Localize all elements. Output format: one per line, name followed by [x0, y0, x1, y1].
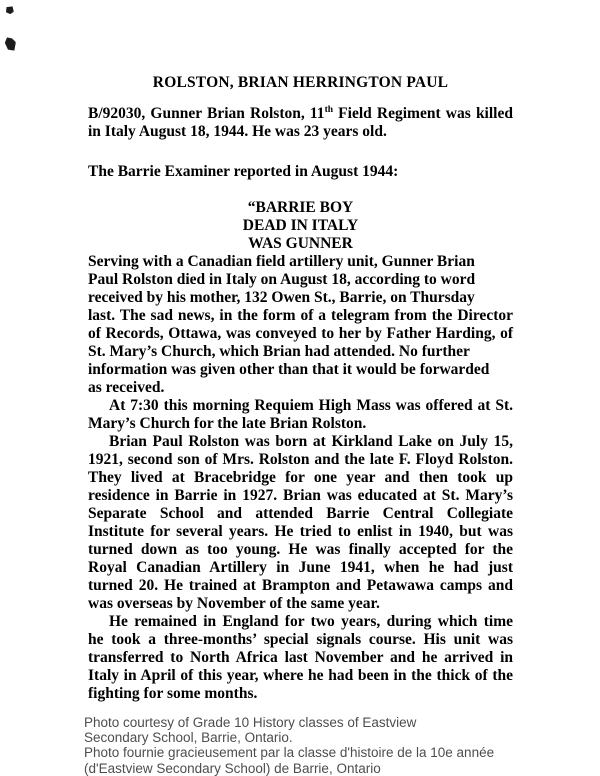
text-line: information was given other than that it would be forwarded	[88, 361, 490, 378]
text-line: Italy in April of this year, where he had been in the thick of the	[88, 667, 513, 684]
text-line: as received.	[88, 379, 165, 396]
text-line: 1921, second son of Mrs. Rolston and the late F. Floyd Rolston.	[88, 451, 513, 468]
text-line	[88, 105, 513, 123]
article-paragraph	[88, 613, 513, 703]
text-line: (d'Eastview Secondary School) de Barrie, Ontario	[84, 760, 381, 776]
text-column	[88, 0, 513, 703]
text-line: Separate School and attended Barrie Central Collegiate	[88, 505, 513, 522]
text-line: Mary’s Church for the late Brian Rolston.	[88, 415, 367, 432]
text-line: DEAD IN ITALY	[242, 217, 359, 234]
text-line: transferred to North Africa last November and he arrived in	[88, 649, 513, 666]
text-line: They lived at Bracebridge for one year and then took up	[88, 469, 513, 486]
scan-artifact-mark	[4, 36, 16, 51]
text-line: received by his mother, 132 Owen St., Barrie, on Thursday	[88, 289, 475, 306]
photo-credit-footer	[84, 715, 564, 776]
text-line: residence in Barrie in 1927. Brian was educated at St. Mary’s	[88, 487, 513, 504]
text-line: of Records, Ottawa, was conveyed to her by Father Harding, of	[88, 325, 513, 342]
text-line: Serving with a Canadian field artillery unit, Gunner Brian	[88, 253, 475, 270]
text-line: Brian Paul Rolston was born at Kirkland Lake on July 15,	[109, 433, 513, 450]
scan-artifact-mark	[5, 5, 14, 14]
text-line: The Barrie Examiner reported in August 1944:	[88, 163, 399, 180]
article-body	[88, 253, 513, 703]
ordinal-superscript: th	[324, 104, 334, 115]
article-paragraph	[88, 253, 513, 397]
text-line: fighting for some months.	[88, 685, 258, 702]
text-line: in Italy August 18, 1944. He was 23 years old.	[88, 123, 387, 140]
text-line: was overseas by November of the same year.	[88, 595, 380, 612]
text-line: St. Mary’s Church, which Brian had attended. No further	[88, 343, 470, 360]
article-paragraph	[88, 433, 513, 613]
text-line: Photo courtesy of Grade 10 History classes of Eastview	[84, 715, 417, 730]
intro-text: B/92030, Gunner Brian Rolston, 11	[88, 105, 325, 122]
text-line: Royal Canadian Artillery in June 1941, when he had just	[88, 559, 513, 576]
text-line: Secondary School, Barrie, Ontario.	[84, 730, 293, 746]
text-line: Photo fournie gracieusement par la classe d'histoire de la 10e année	[84, 745, 495, 761]
text-line: He remained in England for two years, during which time	[109, 613, 513, 630]
intro-text: Field Regiment was killed	[333, 105, 513, 122]
text-line: turned 20. He trained at Brampton and Petawawa camps and	[88, 577, 513, 594]
page-title: ROLSTON, BRIAN HERRINGTON PAUL	[152, 74, 449, 91]
intro-paragraph	[88, 105, 513, 141]
text-line: he took a three-months’ special signals course. His unit was	[88, 631, 513, 648]
text-line: Institute for several years. He tried to enlist in 1940, but was	[88, 523, 513, 540]
text-line: WAS GUNNER	[248, 235, 353, 252]
news-headline	[88, 199, 513, 253]
text-line: Paul Rolston died in Italy on August 18, according to word	[88, 271, 476, 288]
text-line: At 7:30 this morning Requiem High Mass was offered at St.	[109, 397, 513, 414]
text-line: turned down as too young. He was finally accepted for the	[88, 541, 513, 558]
text-line: last. The sad news, in the form of a telegram from the Director	[88, 307, 513, 324]
article-paragraph	[88, 397, 513, 433]
text-line: “BARRIE BOY	[247, 199, 354, 216]
examiner-lead-line	[88, 163, 513, 181]
